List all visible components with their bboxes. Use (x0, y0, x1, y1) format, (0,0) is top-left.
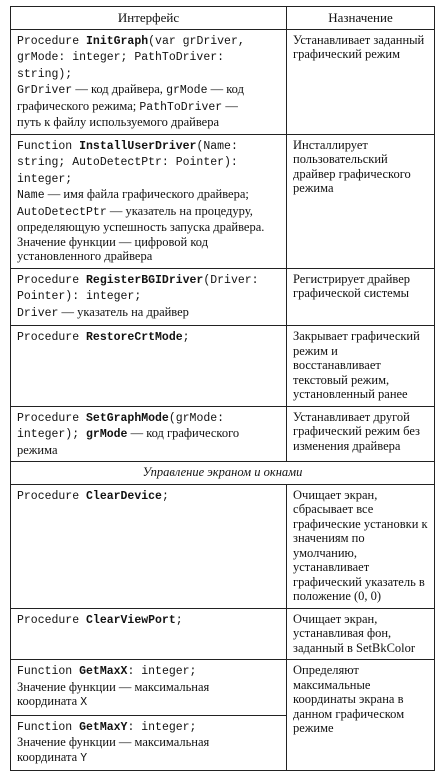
interface-line (17, 138, 280, 155)
interface-cell (11, 134, 287, 268)
interface-text: grMode: integer; PathToDriver: (17, 51, 225, 64)
interface-cell (11, 608, 287, 660)
interface-text: (var grDriver, (148, 34, 245, 48)
interface-line (17, 49, 280, 66)
interface-text: string); (17, 67, 73, 81)
interface-text: — (222, 98, 238, 113)
purpose-cell: Регистрирует драйвер графической системы (287, 268, 435, 326)
identifier-name: SetGraphMode (86, 411, 169, 425)
interface-line (17, 443, 280, 458)
interface-line (17, 750, 280, 767)
table-row (11, 608, 435, 660)
purpose-cell: Очищает экран, устанавливая фон, заданный в SetBkColor (287, 608, 435, 660)
table-row (11, 660, 435, 716)
interface-line (17, 663, 280, 680)
interface-text: integer; (17, 172, 73, 186)
header-interface: Интерфейс (11, 7, 287, 30)
table-row (11, 406, 435, 462)
interface-text: Procedure (17, 34, 87, 48)
interface-line (17, 719, 280, 736)
interface-line (17, 187, 280, 204)
interface-line (17, 171, 280, 188)
interface-text: Name (17, 189, 45, 202)
interface-line (17, 410, 280, 427)
interface-text: — код драйвера, (72, 82, 167, 96)
identifier-name: GetMaxY (79, 720, 128, 734)
purpose-cell: Определяют максимальные координаты экрана в данном графическом режиме (287, 660, 435, 771)
identifier-name: InitGraph (86, 34, 149, 48)
table-row (11, 29, 435, 134)
interface-line (17, 305, 280, 322)
interface-text: ; (175, 613, 183, 627)
interface-text: : integer; (127, 665, 197, 678)
interface-line (17, 249, 280, 264)
interface-text: координата (17, 694, 81, 708)
interface-text: ; (161, 489, 169, 503)
interface-text: grMode (166, 84, 208, 97)
header-row (11, 7, 435, 30)
section-title: Управление экраном и окнами (11, 462, 435, 485)
interface-cell (11, 660, 287, 716)
interface-text: Y (80, 751, 88, 765)
interface-line (17, 288, 280, 305)
interface-text: string; AutoDetectPtr: Pointer): (17, 156, 238, 169)
identifier-name: grMode (86, 428, 128, 441)
section-row (11, 462, 435, 485)
interface-line (17, 82, 280, 99)
interface-text: определяющую успешность запуска драйвера. (17, 220, 265, 234)
interface-text: ; (182, 331, 190, 344)
interface-line (17, 680, 280, 695)
purpose-cell: Устанавливает другой графический режим без изменения драйвера (287, 406, 435, 462)
interface-cell (11, 484, 287, 608)
interface-text: графического режима; (17, 98, 140, 113)
interface-text: — указатель на драйвер (58, 304, 189, 319)
interface-text: — код графического (127, 426, 240, 440)
interface-text: путь к файлу используемого драйвера (17, 115, 220, 129)
purpose-cell: Устанавливает заданный графический режим (287, 29, 435, 134)
interface-text: Значение функции — максимальная (17, 679, 210, 694)
table-row (11, 268, 435, 326)
interface-text: Значение функции — цифровой код (17, 234, 209, 249)
interface-text: — имя файла графического драйвера; (44, 187, 249, 201)
interface-text: (Driver: (203, 273, 259, 287)
interface-line (17, 735, 280, 750)
purpose-cell: Закрывает графический режим и восстанавливает текстовый режим, установленный ранее (287, 326, 435, 407)
identifier-name: GetMaxX (79, 665, 128, 678)
interface-text: Procedure (17, 331, 87, 344)
interface-text: Function (17, 720, 80, 734)
interface-line (17, 154, 280, 171)
interface-text: (Name: (196, 139, 238, 153)
interface-text: — код (207, 82, 244, 96)
interface-text: Pointer): integer; (17, 290, 142, 303)
interface-text: Значение функции — максимальная (17, 735, 210, 749)
purpose-cell: Инсталлирует пользовательский драйвер графического режима (287, 134, 435, 268)
interface-text: : integer; (127, 720, 197, 734)
interface-line (17, 115, 280, 130)
functions-table (10, 6, 435, 771)
identifier-name: ClearDevice (86, 489, 162, 503)
interface-text: Procedure (17, 273, 87, 287)
interface-text: GrDriver (17, 84, 73, 97)
identifier-name: RegisterBGIDriver (86, 273, 204, 287)
interface-text: (grMode: (168, 411, 225, 425)
interface-text: AutoDetectPtr (17, 205, 107, 219)
interface-line (17, 694, 280, 711)
interface-line (17, 329, 280, 346)
identifier-name: RestoreCrtMode (86, 331, 183, 344)
interface-cell (11, 326, 287, 407)
interface-text: Function (17, 665, 80, 678)
interface-line (17, 33, 280, 50)
interface-line (17, 488, 280, 505)
interface-text: режима (17, 442, 58, 457)
interface-line (17, 220, 280, 235)
header-purpose: Назначение (287, 7, 435, 30)
interface-text: integer); (17, 428, 87, 441)
interface-line (17, 204, 280, 221)
identifier-name: InstallUserDriver (79, 139, 197, 153)
interface-line (17, 99, 280, 116)
interface-cell (11, 29, 287, 134)
interface-text: Procedure (17, 613, 87, 627)
interface-text: Function (17, 139, 80, 153)
interface-text: PathToDriver (139, 100, 223, 114)
interface-text: Procedure (17, 411, 87, 425)
interface-cell (11, 406, 287, 462)
interface-line (17, 612, 280, 629)
interface-line (17, 66, 280, 83)
interface-text: координата (17, 749, 81, 764)
interface-text: X (80, 696, 88, 709)
interface-text: Driver (17, 306, 59, 320)
table-body (11, 29, 435, 771)
interface-text: — указатель на процедуру, (106, 203, 253, 218)
interface-text: Procedure (17, 489, 87, 503)
table-row (11, 134, 435, 268)
table-row (11, 484, 435, 608)
table-row (11, 326, 435, 407)
interface-cell (11, 715, 287, 771)
purpose-cell: Очищает экран, сбрасывает все графические установки к значениям по умолчанию, устанавливает графический указатель в положение (0, 0) (287, 484, 435, 608)
interface-line (17, 235, 280, 250)
interface-cell (11, 268, 287, 326)
identifier-name: ClearViewPort (86, 613, 176, 627)
interface-line (17, 272, 280, 289)
interface-text: установленного драйвера (17, 249, 153, 263)
interface-line (17, 426, 280, 443)
